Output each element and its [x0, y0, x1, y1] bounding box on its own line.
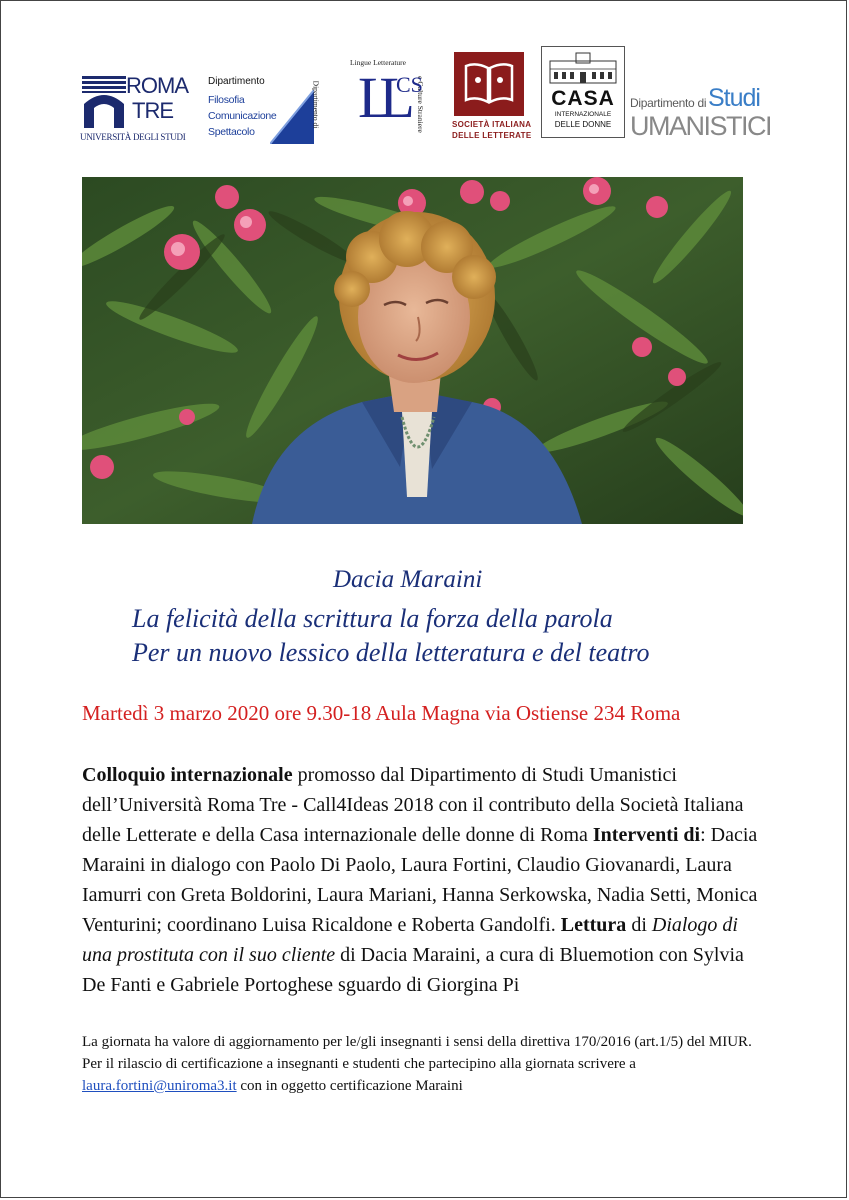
casa-line1: CASA — [551, 87, 615, 110]
lettura-work-title: Dialogo di una prostituta con il suo cliente — [82, 914, 738, 966]
event-date-line: Martedì 3 marzo 2020 ore 9.30-18 Aula Magna via Ostiense 234 Roma — [82, 701, 681, 725]
llcs-logo — [311, 56, 438, 148]
email-link[interactable]: laura.fortini@uniroma3.it — [82, 1078, 237, 1094]
event-description — [82, 760, 762, 1000]
speaker-name: Dacia Maraini — [333, 566, 483, 593]
casa-line2: INTERNAZIONALE — [554, 111, 612, 118]
roma-tre-logo — [80, 74, 186, 144]
roma-tre-tower-icon — [80, 74, 128, 130]
event-subtitle-1: La felicità della scrittura la forza della parola — [132, 604, 613, 633]
sil-line1: SOCIETÀ ITALIANA — [452, 120, 532, 129]
llcs-big-letters: LL — [358, 65, 401, 130]
colloquio-heading: Colloquio internazionale — [82, 764, 293, 786]
interventi-text: : Dacia Maraini in dialogo con Paolo Di Paolo, Laura Fortini, Claudio Giovanardi, Laura Iamurri con Greta Boldorini, Laura Mariani, Hanna Serkowska, Nadia Setti, Monica Venturini; coordinano Luisa Ricaldone e Roberta Gandolfi. — [82, 824, 758, 936]
casa-donne-logo — [541, 46, 625, 138]
casa-line3: DELLE DONNE — [554, 120, 612, 129]
portrait-illustration — [82, 177, 743, 524]
sil-logo — [450, 52, 530, 144]
note-text-2: con in oggetto certificazione Maraini — [236, 1078, 463, 1094]
studi-umanistici-logo — [630, 84, 772, 146]
studi-line2: Studi — [708, 84, 760, 112]
dip-triangle-icon — [270, 90, 314, 144]
sil-line2: DELLE LETTERATE — [452, 131, 532, 140]
llcs-left-text: Dipartimento di — [311, 80, 321, 129]
casa-building-icon — [542, 47, 624, 87]
studi-line3: UMANISTICI — [630, 111, 772, 141]
dip-line3: Spettacolo — [208, 126, 255, 138]
dip-line1: Filosofia — [208, 94, 245, 106]
lettura-heading: Lettura — [560, 914, 627, 936]
roma-tre-line1: ROMA — [126, 73, 188, 98]
description-paragraph — [82, 760, 762, 1000]
note-text-1: La giornata ha valore di aggiornamento per le/gli insegnanti i sensi della direttiva 170/2016 (art.1/5) del MIUR. Per il rilascio di certificazione a insegnanti e studenti che partecipino alla giornata scrivere a — [82, 1034, 752, 1072]
dip-line2: Comunicazione — [208, 110, 277, 122]
dipartimento-fcs-logo — [206, 76, 316, 146]
colloquio-text: promosso dal Dipartimento di Studi Umanistici dell’Università Roma Tre - Call4Ideas 2018 con il contributo della Società Italiana delle Letterate e della Casa internazionale delle donne di Roma — [82, 764, 744, 846]
lettura-text: di — [626, 914, 652, 936]
llcs-top-text: Lingue Letterature — [350, 58, 407, 67]
dip-head: Dipartimento — [208, 76, 265, 87]
roma-tre-line3: UNIVERSITÀ DEGLI STUDI — [80, 132, 186, 142]
sil-emblem — [454, 52, 524, 116]
llcs-right-text: e Culture Straniere — [415, 76, 425, 133]
roma-tre-line2: TRE — [132, 98, 173, 123]
portrait-photo — [82, 177, 743, 524]
lettura-rest: di Dacia Maraini, a cura di Bluemotion con Sylvia De Fanti e Gabriele Portoghese sguardo di Giorgina Pi — [82, 944, 744, 996]
certification-note — [82, 1031, 762, 1097]
event-subtitle-2: Per un nuovo lessico della letteratura e del teatro — [132, 638, 650, 667]
llcs-small-letters: CS — [396, 72, 423, 97]
sil-book-icon — [454, 52, 524, 116]
studi-line1: Dipartimento di — [630, 96, 707, 110]
interventi-heading: Interventi di — [592, 824, 701, 846]
